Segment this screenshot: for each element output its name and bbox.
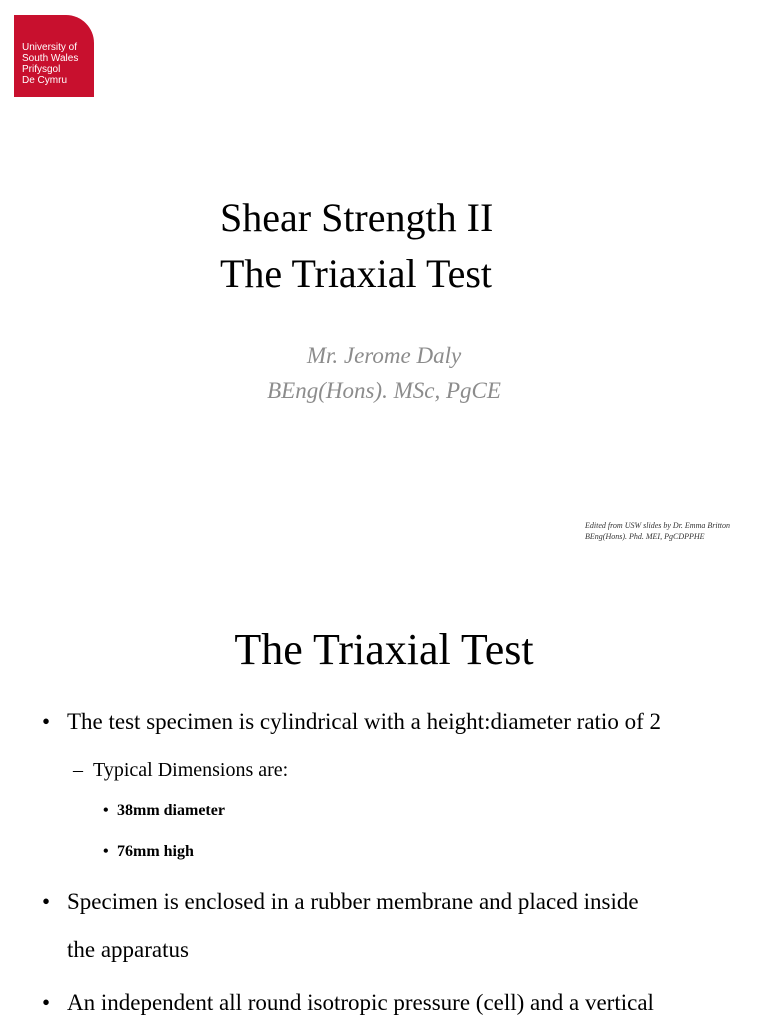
slide-title: [220, 190, 493, 302]
slide-title: The Triaxial Test: [234, 625, 534, 674]
sub-bullet-text: Typical Dimensions are:: [93, 759, 289, 781]
bullet-text: An independent all round isotropic pressure (cell) and a vertical: [67, 990, 654, 1015]
bullet-marker: •: [42, 709, 51, 734]
sub-sub-bullet-marker: •: [103, 802, 109, 819]
title-line: The Triaxial Test: [220, 251, 493, 296]
sub-sub-bullet-text: 38mm diameter: [117, 802, 225, 819]
logo-line: University of: [22, 42, 78, 53]
logo-line: De Cymru: [22, 75, 68, 86]
logo-text: [22, 42, 78, 86]
bullet-text: Specimen is enclosed in a rubber membrane and placed inside: [67, 889, 639, 914]
edit-credit: [585, 520, 730, 542]
bullet-marker: •: [42, 889, 51, 914]
sub-sub-bullet-marker: •: [103, 843, 109, 860]
logo-line: South Wales: [22, 53, 79, 64]
sub-bullet-marker: –: [73, 759, 83, 781]
credit-line: BEng(Hons). Phd. MEI, PgCDPPHE: [585, 532, 705, 541]
presenter-name: Mr. Jerome Daly: [306, 343, 462, 368]
sub-sub-bullet-text: 76mm high: [117, 843, 194, 860]
bullet-text: The test specimen is cylindrical with a height:diameter ratio of 2: [67, 709, 661, 734]
presenter-qualifications: BEng(Hons). MSc, PgCE: [267, 378, 501, 403]
university-logo: [14, 15, 94, 97]
title-line: Shear Strength II: [220, 195, 494, 240]
credit-line: Edited from USW slides by Dr. Emma Britton: [585, 521, 731, 530]
presenter-info: [0, 338, 768, 408]
logo-line: Prifysgol: [22, 64, 61, 75]
bullet-marker: •: [42, 990, 51, 1015]
bullet-text-continued: the apparatus: [67, 937, 189, 962]
